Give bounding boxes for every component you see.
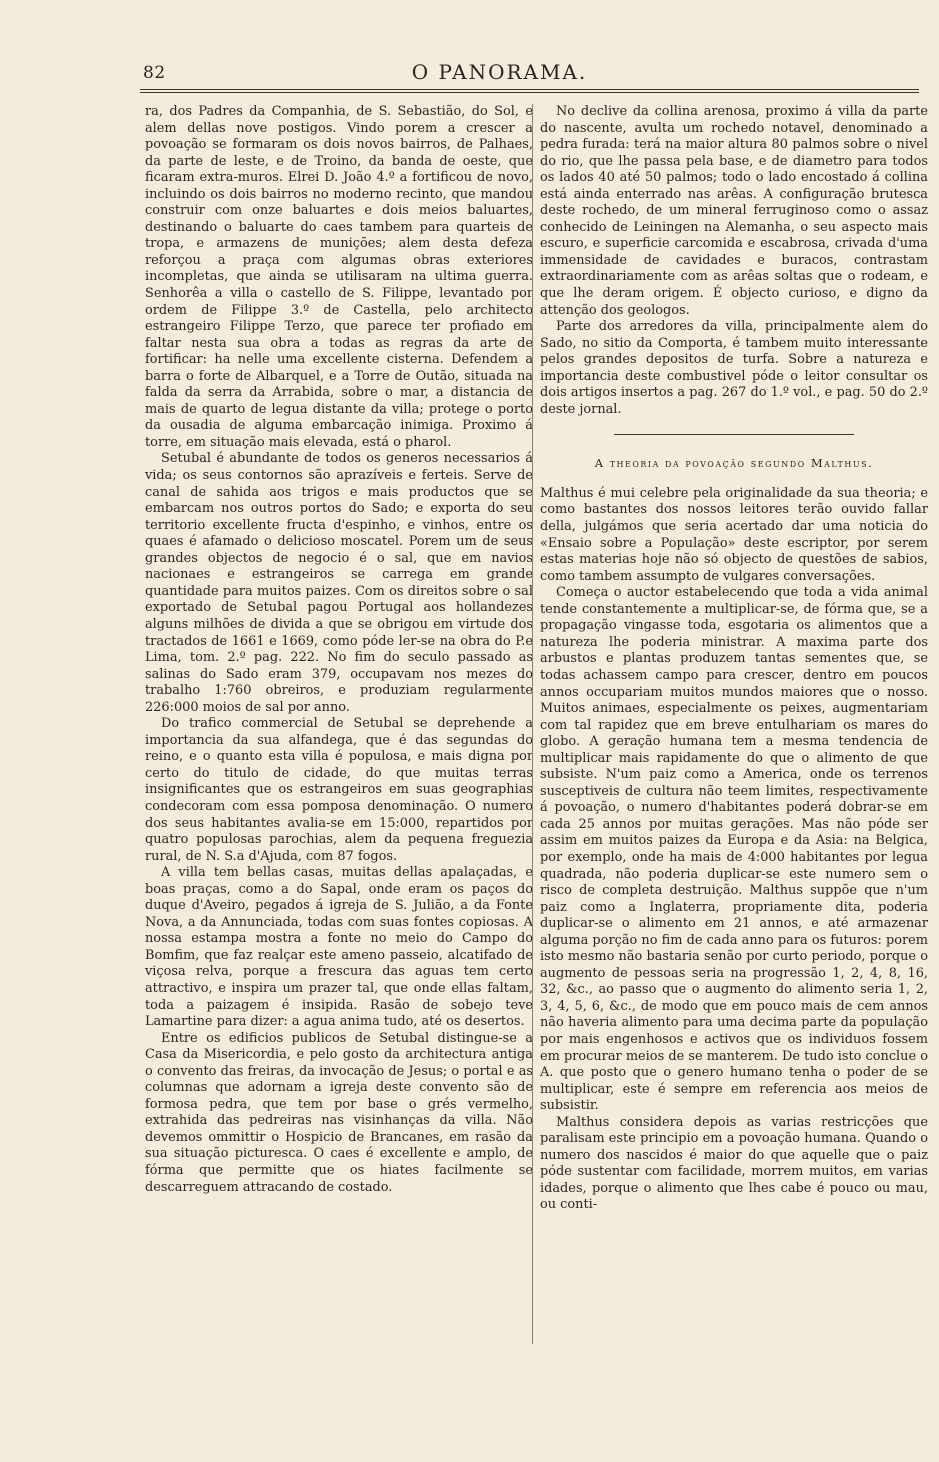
paragraph: Entre os edificios publicos de Setubal distingue-se a Casa da Misericordia, e pelo gosto da architectura antiga o convento das freiras, da invocação de Jesus; o portal e as columnas que adornam a igreja deste convento são de formosa pedra, que tem por base o grés vermelho, extrahida das pedreiras nas visinhanças da villa. Não devemos ommittir o Hospicio de Brancanes, em rasão da sua situação picturesca. O caes é excellente e amplo, de fórma que permitte que os hiates facilmente se descarreguem attracando de costado. [145, 1030, 533, 1195]
paragraph: Parte dos arredores da villa, principalmente alem do Sado, no sitio da Comporta, é tambem muito interessante pelos grandes depositos de turfa. Sobre a natureza e importancia deste combustivel póde o leitor consultar os dois artigos insertos a pag. 267 do 1.º vol., e pag. 50 do 2.º deste jornal. [540, 319, 928, 417]
paragraph: A villa tem bellas casas, muitas dellas apalaçadas, e boas praças, como a do Sapal, onde eram os paços do duque d'Aveiro, pegados á igreja de S. Julião, a da Fonte Nova, a da Annunciada, todas com suas fontes copiosas. A nossa estampa mostra a fonte no meio do Campo do Bomfim, que faz realçar este ameno passeio, alcatifado de viçosa relva, porque a frescura das aguas tem certo attractivo, e inspira um prazer tal, que onde ellas faltam, toda a paizagem é insipida. Rasão de sobejo teve Lamartine para dizer: a agua anima tudo, até os desertos. [145, 865, 533, 1030]
column-divider [532, 104, 533, 1344]
paragraph: ra, dos Padres da Companhia, de S. Sebastião, do Sol, e alem dellas nove postigos. Vindo porem a crescer a povoação se formaram os dois novos bairros, de Palhaes, da parte de leste, e de Troino, da banda de oeste, que ficaram extra-muros. Elrei D. João 4.º a fortificou de novo, incluindo os dois bairros no moderno recinto, que mandou construir com onze baluartes e dois meios baluartes, destinando o baluarte do caes tambem para quarteis de tropa, e armazens de munições; alem desta defeza reforçou a praça com algumas obras exteriores incompletas, que ainda se utilisaram na ultima guerra. Senhorêa a villa o castello de S. Filippe, levantado por ordem de Filippe 3.º de Castella, pelo architecto estrangeiro Filippe Terzo, que parece ter profiado em faltar nesta sua obra a todas as regras da arte de fortificar: ha nelle uma excellente cisterna. Defendem a barra o forte de Albarquel, e a Torre de Outão, situada na falda da serra da Arrabida, sobre o mar, a distancia de mais de quarto de legua distante da villa; protege o porto da ousadia de alguma embarcação inimiga. Proximo á torre, em situação mais elevada, está o pharol. [145, 104, 533, 450]
paragraph: No declive da collina arenosa, proximo á villa da parte do nascente, avulta um rochedo notavel, denominado a pedra furada: terá na maior altura 80 palmos sobre o nivel do rio, que lhe passa pela base, e de diametro para todos os lados 40 até 50 palmos; todo o lado encostado á collina está ainda enterrado nas arêas. A configuração brutesca deste rochedo, de um mineral ferruginoso como o assaz conhecido de Leiningen na Alemanha, o seu aspecto mais escuro, e superficie carcomida e escabrosa, crivada d'uma immensidade de cavidades e buracos, contrastam extraordinariamente com as arêas soltas que o rodeam, e que lhe deram origem. É objecto curioso, e digno da attenção dos geologos. [540, 104, 928, 318]
paragraph: Setubal é abundante de todos os generos necessarios á vida; os seus contornos são aprazíveis e ferteis. Serve de canal de sahida aos trigos e mais productos que se embarcam nos outros portos do Sado; e exporta do seu territorio excellente fructa d'espinho, e vinhos, entre os quaes é afamado o delicioso moscatel. Porem um de seus grandes objectos de negocio é o sal, que em navios nacionaes e estrangeiros se carrega em grande quantidade para muitos paizes. Com os direitos sobre o sal exportado de Setubal pagou Portugal aos hollandezes alguns milhões de divida a que se obrigou em virtude dos tractados de 1661 e 1669, como póde ler-se na obra do P.e Lima, tom. 2.º pag. 222. No fim do seculo passado as salinas do Sado eram 379, occupavam nos mezes do trabalho 1:760 obreiros, e produziam regularmente 226:000 moios de sal por anno. [145, 451, 533, 715]
paragraph: Malthus é mui celebre pela originalidade da sua theoria; e como bastantes dos nossos leitores terão ouvido fallar della, julgámos que seria acertado dar uma noticia do «Ensaio sobre a População» deste escriptor, por serem estas materias hoje não só objecto de questões de sabios, como tambem assumpto de vulgares conversações. [540, 485, 928, 584]
left-column [145, 104, 533, 1196]
paragraph: Começa o auctor estabelecendo que toda a vida animal tende constantemente a multiplicar-se, de fórma que, se a propagação vingasse toda, esgotaria os alimentos que a natureza lhe poderia ministrar. A maxima parte dos arbustos e plantas produzem tantas sementes que, se todas achassem campo para crescer, dentro em poucos annos occupariam muitos mundos maiores que o nosso. Muitos animaes, especialmente os peixes, augmentariam com tal rapidez que em breve entulhariam os mares do globo. A geração humana tem a mesma tendencia de multiplicar mais rapidamente do que o alimento de que subsiste. N'um paiz como a America, onde os terrenos susceptiveis de cultura não teem limites, respectivamente á povoação, o numero d'habitantes poderá dobrar-se em cada 25 annos por muitas gerações. Mas não póde ser assim em muitos paizes da Europa e da Asia: na Belgica, por exemplo, onde ha mais de 4:000 habitantes por legua quadrada, não poderia duplicar-se este numero sem o risco de completa destruição. Malthus suppõe que n'um paiz como a Inglaterra, propriamente dita, poderia duplicar-se o alimento em 21 annos, e até armazenar alguma porção no fim de cada anno para os futuros: porem isto mesmo não bastaria senão por curto periodo, porque o augmento de pessoas seria na progressão 1, 2, 4, 8, 16, 32, &c., ao passo que o augmento do alimento seria 1, 2, 3, 4, 5, 6, &c., de modo que em pouco mais de cem annos não haveria alimento para uma decima parte da população por mais engenhosos e activos que os individuos fossem em procurar meios de se manterem. De tudo isto conclue o A. que posto que o genero humano tenha o poder de se multiplicar, este é sempre em referencia aos meios de subsistir. [540, 585, 928, 1114]
section-title: A theoria da povoação segundo Malthus. [594, 456, 874, 471]
section-rule [614, 434, 854, 435]
paragraph: Malthus considera depois as varias restricções que paralisam este principio em a povoação humana. Quando o numero dos nascidos é maior do que aquelle que o paiz póde sustentar com facilidade, morrem muitos, em varias idades, porque o alimento que lhes cabe é pouco ou mau, ou conti- [540, 1114, 928, 1213]
right-column [540, 104, 928, 1214]
page-number: 82 [143, 63, 166, 83]
running-title: O PANORAMA. [411, 60, 588, 84]
page-header [0, 0, 939, 100]
paragraph: Do trafico commercial de Setubal se deprehende a importancia da sua alfandega, que é das segundas do reino, e o quanto esta villa é populosa, e mais digna por certo do titulo de cidade, do que muitas terras insignificantes que os estrangeiros em suas geographias condecoram com essa pomposa denominação. O numero dos seus habitantes avalia-se em 15:000, repartidos por quatro populosas parochias, alem da pequena freguezia rural, de N. S.a d'Ajuda, com 87 fogos. [145, 716, 533, 864]
header-rule [140, 89, 919, 93]
